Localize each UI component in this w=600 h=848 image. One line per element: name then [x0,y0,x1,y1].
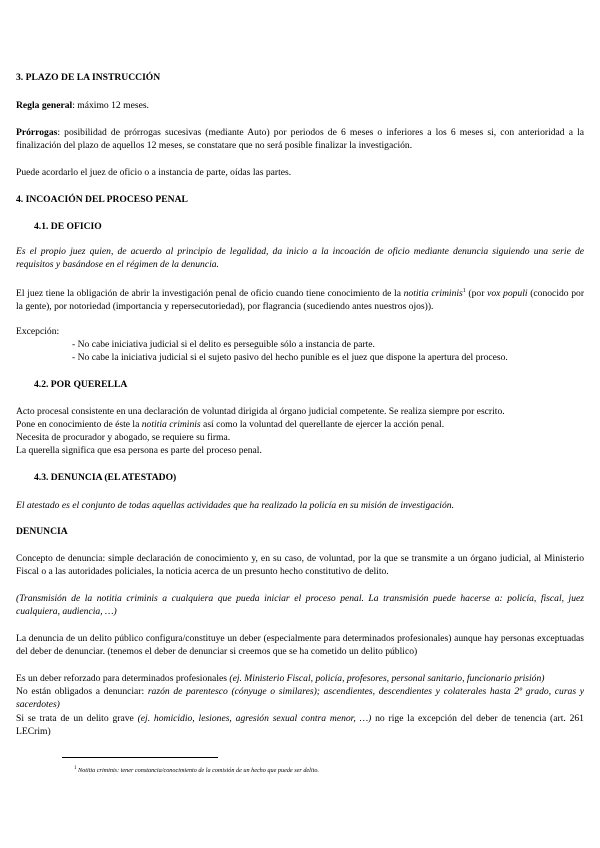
regla-general-paragraph [16,99,149,112]
notitia-criminis-term: notitia criminis [403,288,463,300]
querella-line-2-a: Pone en conocimiento de éste la [16,419,142,430]
querella-notitia-term: notitia criminis [141,419,201,430]
concepto-paragraph: Concepto de denuncia: simple declaración de conocimiento y, en su caso, de voluntad, por la que se transmite a un órgano judicial, al Ministerio Fiscal o a las autoridades policiales, la noticia acerca de un presunto hecho constitutivo de delito. [16,553,584,577]
atestado-definition: El atestado es el conjunto de todas aquellas actividades que ha realizado la policía en su misión de investigación. [16,500,454,511]
section-4-2-heading: 4.2. POR QUERELLA [34,379,128,390]
excepcion-label: Excepción: [16,326,60,337]
no-obligados-examples: razón de parentesco (cónyuge o similares); ascendientes, descendientes y colaterales hasta 2º grado, curas y sacerdotes) [16,686,585,710]
prorrogas-label: Prórrogas [16,127,58,138]
oficio-text-c: (conocido por la gente), por notoriedad (importancia y repersecutoriedad), por flagrancia (sucediendo antes nuestros ojos)). [16,288,585,313]
section-3-heading: 3. PLAZO DE LA INSTRUCCIÓN [16,72,161,83]
no-obligados-text: No están obligados a denunciar: [16,686,148,697]
footnote-separator [62,757,218,758]
footnote-text: Notitia criminis: tener constancia/conocimiento de la comisión de un hecho que puede ser delito. [76,767,319,775]
deber-paragraph: La denuncia de un delito público configura/constituye un deber (especialmente para determinados profesionales) aunque hay personas exceptuadas del deber de denunciar. (tenemos el deber de denunciar si creemos que se ha cometido un delito público) [16,633,584,657]
transmision-paragraph: (Transmisión de la notitia criminis a cualquiera que pueda iniciar el proceso penal. La transmisión puede hacerse a: policía, fiscal, juez cualquiera, audiencia, …) [16,593,584,617]
footnote-ref: 1 [462,288,466,294]
vox-populi-term: vox populi [487,288,528,300]
prorrogas-text: : posibilidad de prórrogas sucesivas (mediante Auto) por periodos de 6 meses o inferiores a los 6 meses si, con anterioridad a la finalización del plazo de aquellos 12 meses, se constatare que no será posible finalizar la investigación. [16,127,584,151]
delito-grave-paragraph [16,712,584,738]
prorrogas-paragraph [16,126,584,152]
delito-grave-examples: (ej. homicidio, lesiones, agresión sexual contra menor, …) [137,713,372,724]
reforzado-line [16,672,584,685]
querella-line-2 [16,418,444,431]
querella-line-2-b: así como la voluntad del querellante de ejercer la acción penal. [200,419,445,430]
querella-line-1: Acto procesal consistente en una declaración de voluntad dirigida al órgano judicial competente. Se realiza siempre por escrito. [16,406,505,417]
excepcion-item: - No cabe la iniciativa judicial si el sujeto pasivo del hecho punible es el juez que dispone la apertura del proceso. [72,352,508,363]
footnote [74,765,319,775]
reforzado-examples: (ej. Ministerio Fiscal, policía, profesores, personal sanitario, funcionario prisión) [229,673,545,684]
regla-general-text: : máximo 12 meses. [72,100,149,111]
regla-general-label: Regla general [16,100,73,111]
footnote-number: 1 [74,766,77,771]
section-4-heading: 4. INCOACIÓN DEL PROCESO PENAL [16,194,188,205]
querella-line-3: Necesita de procurador y abogado, se requiere su firma. [16,432,231,443]
acordarlo-paragraph: Puede acordarlo el juez de oficio o a instancia de parte, oídas las partes. [16,167,292,178]
reforzado-text: Es un deber reforzado para determinados profesionales [16,673,230,684]
oficio-text-b: (por [465,288,488,300]
querella-line-4: La querella significa que esa persona es parte del proceso penal. [16,445,262,456]
no-obligados-paragraph [16,685,584,711]
delito-grave-text-b: no rige la excepción del deber de tenencia (art. 261 LECrim) [16,713,584,737]
delito-grave-text: Si se trata de un delito grave [16,713,138,724]
oficio-obligacion-paragraph [16,285,584,313]
excepcion-item: - No cabe iniciativa judicial si el delito es perseguible sólo a instancia de parte. [72,339,375,350]
oficio-intro-paragraph: Es el propio juez quien, de acuerdo al principio de legalidad, da inicio a la incoación de oficio mediante denuncia siguiendo una serie de requisitos y basándose en el régimen de la denuncia. [16,246,584,270]
oficio-text-a: El juez tiene la obligación de abrir la investigación penal de oficio cuando tiene conocimiento de la [16,288,404,300]
section-4-1-heading: 4.1. DE OFICIO [34,221,102,232]
section-4-3-heading: 4.3. DENUNCIA (EL ATESTADO) [34,472,177,483]
denuncia-subheading: DENUNCIA [16,526,68,537]
